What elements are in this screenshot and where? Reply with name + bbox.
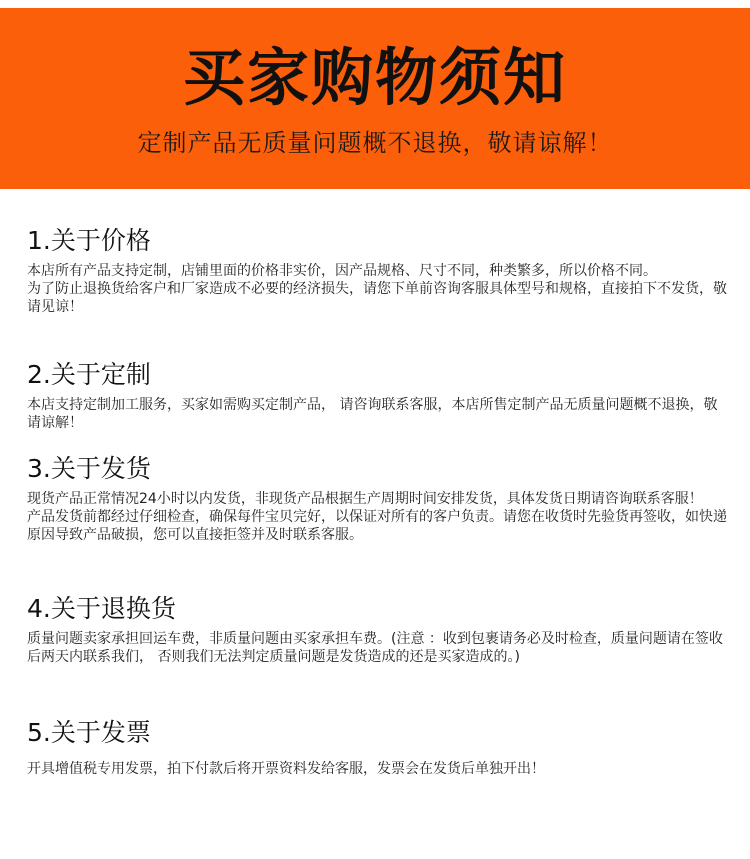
section-paragraph: 为了防止退换货给客户和厂家造成不必要的经济损失，请您下单前咨询客服具体型号和规格，直接拍下不发货，敬请见谅！ [27, 281, 727, 315]
section-heading: 5.关于发票 [27, 718, 151, 747]
header-banner [0, 8, 750, 189]
section-heading: 1.关于价格 [27, 226, 151, 255]
section-returns [27, 594, 727, 666]
section-price [27, 226, 727, 316]
section-body [27, 760, 727, 778]
section-body [27, 490, 727, 544]
section-heading: 4.关于退换货 [27, 594, 176, 623]
section-heading: 2.关于定制 [27, 360, 151, 389]
section-paragraph: 本店支持定制加工服务，买家如需购买定制产品， 请咨询联系客服，本店所售定制产品无质量问题概不退换，敬请谅解！ [27, 397, 718, 431]
section-shipping [27, 454, 727, 544]
page-subtitle: 定制产品无质量问题概不退换，敬请谅解！ [137, 129, 613, 157]
section-customization [27, 360, 727, 432]
section-invoice [27, 718, 727, 778]
section-paragraph: 质量问题卖家承担回运车费，非质量问题由买家承担车费。(注意 ：收到包裹请务必及时检查，质量问题请在签收后两天内联系我们， 否则我们无法判定质量问题是发货造成的还是买家造成的。) [27, 631, 723, 665]
section-body [27, 396, 727, 432]
section-paragraph: 本店所有产品支持定制，店铺里面的价格非实价，因产品规格、尺寸不同，种类繁多，所以价格不同。 [27, 263, 657, 279]
section-body [27, 262, 727, 316]
section-paragraph: 现货产品正常情况24小时以内发货，非现货产品根据生产周期时间安排发货，具体发货日期请咨询联系客服！ [27, 491, 703, 507]
page-title: 买家购物须知 [182, 41, 567, 114]
section-body [27, 630, 727, 666]
section-paragraph: 开具增值税专用发票，拍下付款后将开票资料发给客服，发票会在发货后单独开出！ [27, 761, 545, 777]
section-paragraph: 产品发货前都经过仔细检查，确保每件宝贝完好，以保证对所有的客户负责。请您在收货时先验货再签收，如快递原因导致产品破损，您可以直接拒签并及时联系客服。 [27, 509, 727, 543]
section-heading: 3.关于发货 [27, 454, 151, 483]
